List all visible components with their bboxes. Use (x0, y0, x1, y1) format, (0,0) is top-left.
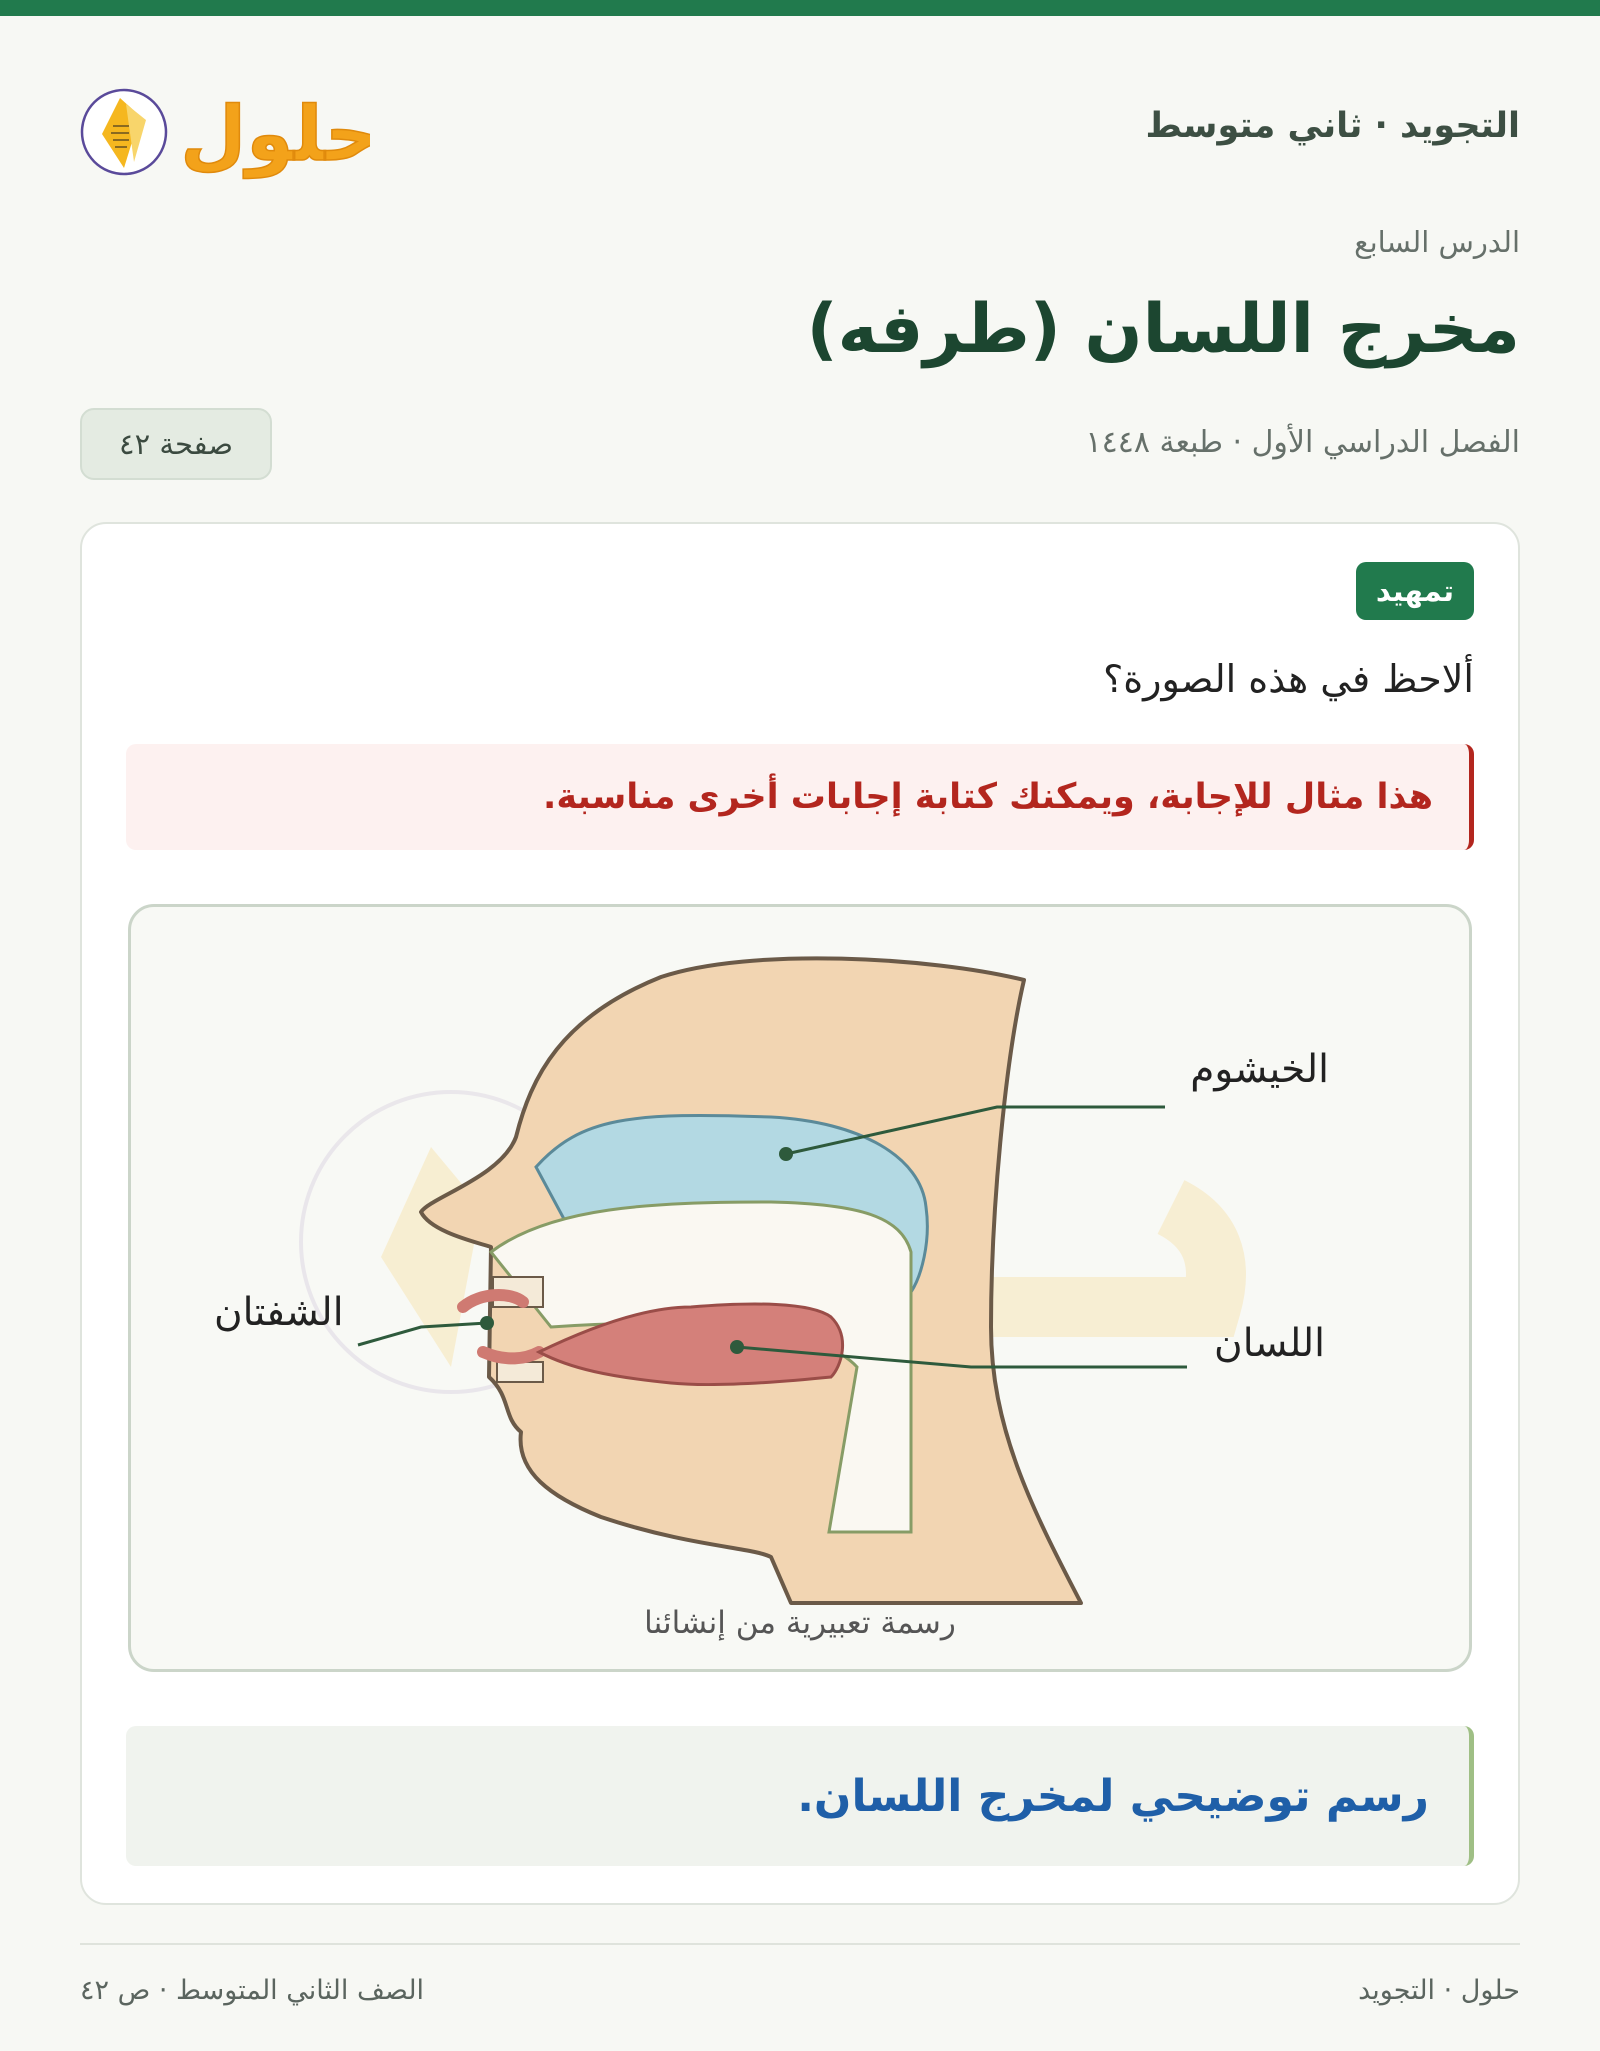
answer-box: رسم توضيحي لمخرج اللسان. (126, 1726, 1474, 1866)
subject-title: التجويد · ثاني متوسط (1145, 106, 1520, 146)
lips-pointer-line (358, 1323, 487, 1345)
page-number-badge: صفحة ٤٢ (80, 408, 272, 480)
exercise-card (80, 522, 1520, 1905)
tongue-pointer-dot (730, 1340, 744, 1354)
footer-divider (80, 1943, 1520, 1945)
logo-wordmark (180, 89, 370, 179)
figure-caption: رسمة تعبيرية من إنشائنا (644, 1605, 956, 1641)
nasal-pointer-dot (779, 1147, 793, 1161)
label-tongue: اللسان (1214, 1321, 1325, 1366)
logo-icon (80, 64, 370, 194)
svg-text:حلول: حلول (180, 89, 370, 178)
mouth-diagram (128, 904, 1472, 1672)
lesson-number: الدرس السابع (1354, 225, 1520, 259)
top-accent-bar (0, 0, 1600, 16)
section-tag: تمهيد (1356, 562, 1474, 620)
example-answer-note: هذا مثال للإجابة، ويمكنك كتابة إجابات أخرى مناسبة. (126, 744, 1474, 850)
lower-lip (483, 1352, 539, 1358)
footer-page-info: الصف الثاني المتوسط · ص ٤٢ (80, 1975, 425, 2006)
label-nasal: الخيشوم (1190, 1047, 1329, 1092)
page-header (80, 64, 1520, 194)
lesson-title: مخرج اللسان (طرفه) (806, 290, 1520, 369)
hulool-logo[interactable] (80, 64, 370, 194)
mouth-diagram-svg (131, 907, 1472, 1669)
footer-brand: حلول · التجويد (1358, 1975, 1520, 2006)
lips-pointer-dot (480, 1316, 494, 1330)
teeth-lower (497, 1362, 543, 1382)
label-lips: الشفتان (214, 1290, 344, 1335)
semester-info: الفصل الدراسي الأول · طبعة ١٤٤٨ (1085, 425, 1520, 460)
question-text: ألاحظ في هذه الصورة؟ (1103, 657, 1474, 701)
